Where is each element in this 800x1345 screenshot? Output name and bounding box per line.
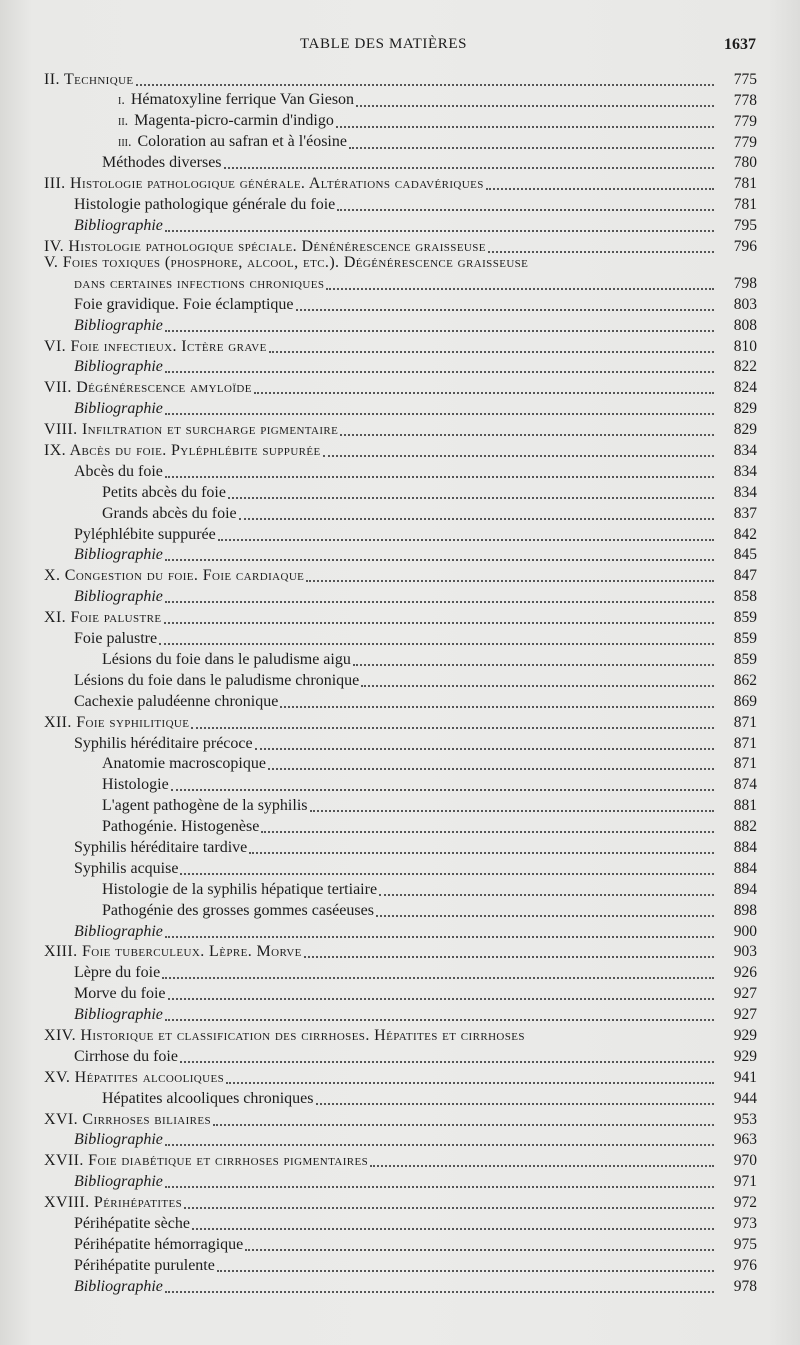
toc-entry bbox=[44, 1066, 757, 1087]
toc-entry-text: XVII. Foie diabétique et cirrhoses pigmentaires bbox=[44, 1152, 369, 1170]
toc-entry-page: 972 bbox=[733, 1194, 757, 1212]
toc-entry-title bbox=[44, 400, 163, 418]
toc-entry bbox=[44, 272, 757, 293]
toc-entry bbox=[44, 214, 757, 235]
toc-entry bbox=[44, 1129, 757, 1150]
toc-entry-text: IV. Histologie pathologique spéciale. Dénénérescence graisseuse bbox=[44, 238, 486, 256]
toc-entry bbox=[44, 1275, 757, 1296]
toc-entry-text: X. Congestion du foie. Foie cardiaque bbox=[44, 567, 305, 585]
toc-entry-page: 781 bbox=[733, 196, 757, 214]
toc-entry bbox=[44, 1045, 757, 1066]
toc-entry-title bbox=[44, 1173, 163, 1191]
toc-entry-title bbox=[44, 630, 157, 648]
toc-entry-text: II. Technique bbox=[44, 70, 134, 88]
dot-leader bbox=[165, 413, 714, 415]
dot-leader bbox=[280, 706, 714, 708]
dot-leader bbox=[353, 664, 714, 666]
toc-entry-title bbox=[44, 1111, 211, 1129]
toc-entry-title bbox=[44, 546, 163, 564]
toc-entry-title bbox=[44, 358, 163, 376]
dot-leader bbox=[165, 936, 714, 938]
toc-entry-title bbox=[44, 133, 347, 152]
toc-entry-text: XI. Foie palustre bbox=[44, 609, 162, 627]
toc-entry-text: XIV. Historique et classification des cirrhoses. Hépatites et cirrhoses bbox=[44, 1026, 525, 1044]
toc-entry-page: 822 bbox=[733, 358, 757, 376]
toc-entry-page: 779 bbox=[733, 112, 757, 130]
toc-entry-text: Lèpre du foie bbox=[74, 964, 161, 982]
toc-entry-text: Cirrhose du foie bbox=[74, 1047, 178, 1065]
dot-leader bbox=[164, 622, 714, 624]
toc-entry-text: XII. Foie syphilitique bbox=[44, 713, 190, 731]
toc-entry-title bbox=[44, 463, 163, 481]
dot-leader bbox=[165, 601, 714, 603]
toc-entry bbox=[44, 439, 757, 460]
running-title: TABLE DES MATIÈRES bbox=[300, 36, 468, 52]
toc-entry bbox=[44, 172, 757, 193]
toc-entry-text: Bibliographie bbox=[74, 922, 163, 940]
dot-leader bbox=[165, 476, 714, 478]
toc-entry-page: 859 bbox=[733, 650, 757, 668]
toc-entry-page: 780 bbox=[733, 154, 757, 172]
toc-entry bbox=[44, 1024, 757, 1045]
toc-entry bbox=[44, 753, 757, 774]
toc-entry-text: Bibliographie bbox=[74, 1277, 163, 1295]
toc-entry-title bbox=[44, 735, 253, 753]
toc-entry-title bbox=[44, 505, 237, 523]
toc-entry-title bbox=[44, 484, 226, 502]
toc-entry-page: 834 bbox=[733, 462, 757, 480]
toc-entry bbox=[44, 544, 757, 565]
dot-leader bbox=[165, 1144, 714, 1146]
toc-entry-page: 926 bbox=[733, 964, 757, 982]
dot-leader bbox=[171, 789, 714, 791]
toc-entry-title bbox=[44, 860, 178, 878]
dot-leader bbox=[349, 147, 714, 149]
toc-entry bbox=[44, 418, 757, 439]
toc-entry-title bbox=[44, 442, 321, 460]
toc-entry bbox=[44, 335, 757, 356]
toc-entry bbox=[44, 627, 757, 648]
table-of-contents bbox=[44, 68, 757, 1296]
toc-entry-page: 894 bbox=[733, 880, 757, 898]
toc-entry bbox=[44, 1212, 757, 1233]
dot-leader bbox=[218, 539, 714, 541]
toc-entry-text: Pyléphlébite suppurée bbox=[74, 525, 216, 543]
toc-entry-page: 778 bbox=[733, 91, 757, 109]
toc-entry-text: Histologie bbox=[102, 776, 169, 794]
toc-entry-title bbox=[44, 1006, 163, 1024]
toc-entry bbox=[44, 961, 757, 982]
dot-leader bbox=[180, 1061, 714, 1063]
toc-entry-title bbox=[44, 71, 134, 89]
dot-leader bbox=[255, 748, 714, 750]
toc-entry-page: 871 bbox=[733, 734, 757, 752]
toc-entry bbox=[44, 1233, 757, 1254]
dot-leader bbox=[336, 126, 714, 128]
toc-entry-text: VIII. Infiltration et surcharge pigmentaire bbox=[44, 421, 339, 439]
page-number: 1637 bbox=[724, 36, 756, 53]
toc-entry-text: Syphilis héréditaire tardive bbox=[74, 838, 248, 856]
toc-entry-page: 859 bbox=[733, 609, 757, 627]
dot-leader bbox=[261, 831, 714, 833]
toc-entry-title bbox=[44, 112, 334, 131]
toc-entry-title bbox=[44, 651, 351, 669]
toc-entry bbox=[44, 193, 757, 214]
toc-entry-page: 829 bbox=[733, 400, 757, 418]
dot-leader bbox=[326, 288, 714, 290]
toc-entry-text: Hématoxyline ferrique Van Gieson bbox=[130, 90, 355, 108]
toc-entry-title bbox=[44, 296, 294, 314]
toc-entry-title bbox=[44, 588, 163, 606]
dot-leader bbox=[249, 852, 714, 854]
toc-entry-text: VII. Dégénérescence amyloïde bbox=[44, 379, 252, 397]
toc-entry-title bbox=[44, 526, 216, 544]
toc-entry bbox=[44, 1191, 757, 1212]
dot-leader bbox=[180, 873, 714, 875]
toc-entry-text: Syphilis acquise bbox=[74, 859, 179, 877]
dot-leader bbox=[165, 330, 714, 332]
toc-entry bbox=[44, 89, 757, 110]
toc-entry-page: 976 bbox=[733, 1256, 757, 1274]
toc-entry-page: 900 bbox=[733, 922, 757, 940]
toc-entry-text: Histologie de la syphilis hépatique tertiaire bbox=[102, 880, 378, 898]
toc-entry-page: 881 bbox=[733, 797, 757, 815]
dot-leader bbox=[310, 810, 715, 812]
toc-entry-page: 781 bbox=[733, 175, 757, 193]
toc-entry-text: Bibliographie bbox=[74, 217, 163, 235]
dot-leader bbox=[245, 1249, 714, 1251]
toc-entry-text: Petits abcès du foie bbox=[102, 483, 226, 501]
toc-entry-title bbox=[44, 338, 267, 356]
toc-entry bbox=[44, 110, 757, 131]
toc-entry-text: Histologie pathologique générale du foie bbox=[74, 196, 336, 214]
toc-entry-text: Abcès du foie bbox=[74, 462, 163, 480]
toc-entry-page: 927 bbox=[733, 985, 757, 1003]
dot-leader bbox=[340, 434, 714, 436]
toc-entry-title bbox=[44, 1152, 368, 1170]
dot-leader bbox=[306, 580, 714, 582]
toc-entry-text: Coloration au safran et à l'éosine bbox=[137, 132, 347, 150]
toc-entry-page: 871 bbox=[733, 713, 757, 731]
toc-entry-title bbox=[44, 818, 259, 836]
dot-leader bbox=[168, 998, 714, 1000]
toc-entry-text: IX. Abcès du foie. Pyléphlébite suppurée bbox=[44, 442, 321, 460]
toc-entry bbox=[44, 1170, 757, 1191]
toc-entry bbox=[44, 460, 757, 481]
toc-entry bbox=[44, 502, 757, 523]
dot-leader bbox=[165, 1019, 714, 1021]
toc-entry-title bbox=[44, 755, 266, 773]
toc-entry-text: Pathogénie. Histogenèse bbox=[102, 818, 260, 836]
toc-entry-text: Magenta-picro-carmin d'indigo bbox=[134, 111, 334, 129]
toc-entry-title bbox=[44, 217, 163, 235]
toc-entry bbox=[44, 773, 757, 794]
toc-entry-text: XVIII. Périhépatites bbox=[44, 1194, 183, 1212]
dot-leader bbox=[184, 1207, 714, 1209]
toc-entry bbox=[44, 1087, 757, 1108]
toc-entry-text: XV. Hépatites alcooliques bbox=[44, 1068, 225, 1086]
toc-entry bbox=[44, 857, 757, 878]
dot-leader bbox=[323, 455, 714, 457]
dot-leader bbox=[486, 188, 714, 190]
toc-entry-title bbox=[44, 839, 247, 857]
toc-entry-page: 941 bbox=[733, 1068, 757, 1086]
toc-entry-page: 803 bbox=[733, 295, 757, 313]
dot-leader bbox=[213, 1124, 714, 1126]
toc-entry bbox=[44, 1254, 757, 1275]
toc-entry-text: Bibliographie bbox=[74, 546, 163, 564]
toc-entry-title bbox=[44, 943, 302, 961]
toc-entry bbox=[44, 920, 757, 941]
toc-entry-numeral: iii. bbox=[118, 134, 132, 150]
dot-leader bbox=[159, 643, 714, 645]
dot-leader bbox=[376, 915, 714, 917]
toc-entry-text: Pathogénie des grosses gommes caséeuses bbox=[102, 901, 374, 919]
dot-leader bbox=[165, 371, 714, 373]
toc-entry-numeral: i. bbox=[118, 92, 125, 108]
dot-leader bbox=[254, 392, 714, 394]
toc-entry-page: 845 bbox=[733, 546, 757, 564]
toc-entry bbox=[44, 235, 757, 256]
toc-entry-page: 944 bbox=[733, 1089, 757, 1107]
dot-leader bbox=[370, 1165, 714, 1167]
toc-entry-page: 973 bbox=[733, 1214, 757, 1232]
toc-entry bbox=[44, 481, 757, 502]
toc-entry-text: Périhépatite hémorragique bbox=[74, 1235, 244, 1253]
toc-entry-page: 795 bbox=[733, 217, 757, 235]
toc-entry-text: XVI. Cirrhoses biliaires bbox=[44, 1110, 212, 1128]
toc-entry bbox=[44, 131, 757, 152]
toc-entry bbox=[44, 356, 757, 377]
toc-entry-text: dans certaines infections chroniques bbox=[74, 274, 325, 292]
toc-entry-page: 874 bbox=[733, 776, 757, 794]
toc-entry-title bbox=[44, 1090, 314, 1108]
toc-entry-page: 810 bbox=[733, 337, 757, 355]
toc-entry-title bbox=[44, 154, 222, 172]
dot-leader bbox=[217, 1270, 714, 1272]
toc-entry-text: Bibliographie bbox=[74, 316, 163, 334]
dot-leader bbox=[356, 105, 714, 107]
toc-entry-page: 834 bbox=[733, 442, 757, 460]
toc-entry-text: Bibliographie bbox=[74, 1006, 163, 1024]
dot-leader bbox=[361, 685, 714, 687]
dot-leader bbox=[165, 230, 714, 232]
toc-entry-title bbox=[44, 1215, 190, 1233]
toc-entry-title bbox=[44, 902, 374, 920]
toc-entry bbox=[44, 690, 757, 711]
dot-leader bbox=[165, 559, 714, 561]
toc-entry-title bbox=[44, 923, 163, 941]
toc-entry-title bbox=[44, 609, 162, 627]
toc-entry-page: 869 bbox=[733, 692, 757, 710]
dot-leader bbox=[304, 956, 714, 958]
toc-entry-text: Grands abcès du foie bbox=[102, 504, 237, 522]
toc-entry-title bbox=[44, 1236, 243, 1254]
toc-entry-numeral: ii. bbox=[118, 113, 129, 129]
toc-entry-title bbox=[44, 797, 308, 815]
dot-leader bbox=[192, 1228, 714, 1230]
toc-entry-text: Syphilis héréditaire précoce bbox=[74, 734, 253, 752]
dot-leader bbox=[269, 351, 714, 353]
toc-entry bbox=[44, 523, 757, 544]
dot-leader bbox=[337, 209, 714, 211]
toc-entry-page: 884 bbox=[733, 838, 757, 856]
toc-entry-title bbox=[44, 881, 377, 899]
toc-entry bbox=[44, 585, 757, 606]
toc-entry bbox=[44, 794, 757, 815]
toc-entry-page: 929 bbox=[733, 1047, 757, 1065]
toc-entry-page: 929 bbox=[733, 1026, 757, 1044]
toc-entry-page: 824 bbox=[733, 379, 757, 397]
toc-entry bbox=[44, 669, 757, 690]
toc-entry bbox=[44, 397, 757, 418]
toc-entry-page: 829 bbox=[733, 421, 757, 439]
dot-leader bbox=[224, 167, 714, 169]
toc-entry-page: 898 bbox=[733, 901, 757, 919]
toc-entry-title bbox=[44, 421, 338, 439]
toc-entry bbox=[44, 256, 757, 272]
toc-entry bbox=[44, 1149, 757, 1170]
toc-entry-title bbox=[44, 1278, 163, 1296]
toc-entry-text: Méthodes diverses bbox=[102, 154, 222, 172]
toc-entry-title bbox=[44, 776, 169, 794]
toc-entry-page: 847 bbox=[733, 567, 757, 585]
toc-entry bbox=[44, 732, 757, 753]
dot-leader bbox=[488, 251, 714, 253]
toc-entry-text: V. Foies toxiques (phosphore, alcool, etc.). Dégénérescence graisseuse bbox=[44, 254, 529, 272]
toc-entry bbox=[44, 293, 757, 314]
toc-entry-page: 882 bbox=[733, 818, 757, 836]
dot-leader bbox=[136, 84, 714, 86]
toc-entry-page: 837 bbox=[733, 504, 757, 522]
dot-leader bbox=[296, 309, 715, 311]
toc-entry-title bbox=[44, 714, 189, 732]
toc-entry-text: Hépatites alcooliques chroniques bbox=[102, 1089, 314, 1107]
toc-entry-title bbox=[44, 1027, 525, 1045]
toc-entry-page: 975 bbox=[733, 1235, 757, 1253]
toc-entry-text: Lésions du foie dans le paludisme aigu bbox=[102, 650, 351, 668]
toc-entry-page: 858 bbox=[733, 588, 757, 606]
toc-entry-title bbox=[44, 196, 335, 214]
toc-entry-page: 796 bbox=[733, 238, 757, 256]
toc-entry bbox=[44, 899, 757, 920]
toc-entry bbox=[44, 376, 757, 397]
toc-entry-text: Foie gravidique. Foie éclamptique bbox=[74, 295, 294, 313]
toc-entry-text: Cachexie paludéenne chronique bbox=[74, 692, 279, 710]
running-header bbox=[0, 36, 800, 58]
dot-leader bbox=[162, 977, 714, 979]
toc-entry-page: 970 bbox=[733, 1152, 757, 1170]
toc-entry-page: 834 bbox=[733, 483, 757, 501]
toc-entry bbox=[44, 68, 757, 89]
toc-entry-text: Périhépatite sèche bbox=[74, 1214, 190, 1232]
toc-entry bbox=[44, 941, 757, 962]
toc-entry bbox=[44, 1003, 757, 1024]
toc-entry bbox=[44, 648, 757, 669]
toc-entry bbox=[44, 606, 757, 627]
toc-entry-text: Foie palustre bbox=[74, 630, 158, 648]
toc-entry-title bbox=[44, 567, 304, 585]
toc-entry-text: XIII. Foie tuberculeux. Lèpre. Morve bbox=[44, 943, 302, 961]
toc-entry bbox=[44, 878, 757, 899]
toc-entry-page: 884 bbox=[733, 859, 757, 877]
toc-entry bbox=[44, 711, 757, 732]
toc-entry-title bbox=[44, 175, 484, 193]
toc-entry-text: Bibliographie bbox=[74, 400, 163, 418]
toc-entry-page: 963 bbox=[733, 1131, 757, 1149]
dot-leader bbox=[165, 1291, 714, 1293]
toc-entry bbox=[44, 836, 757, 857]
toc-entry-text: VI. Foie infectieux. Ictère grave bbox=[44, 337, 267, 355]
toc-entry-text: Bibliographie bbox=[74, 588, 163, 606]
dot-leader bbox=[268, 768, 714, 770]
toc-entry-text: Anatomie macroscopique bbox=[102, 755, 266, 773]
toc-entry-text: Bibliographie bbox=[74, 1173, 163, 1191]
toc-entry-page: 808 bbox=[733, 316, 757, 334]
toc-entry-text: Bibliographie bbox=[74, 1131, 163, 1149]
dot-leader bbox=[239, 518, 714, 520]
toc-entry-text: Morve du foie bbox=[74, 985, 166, 1003]
toc-entry-page: 842 bbox=[733, 525, 757, 543]
toc-entry-text: Bibliographie bbox=[74, 358, 163, 376]
toc-entry-title bbox=[44, 1194, 182, 1212]
toc-entry-page: 971 bbox=[733, 1173, 757, 1191]
toc-entry-text: Lésions du foie dans le paludisme chronique bbox=[74, 671, 360, 689]
toc-entry-title bbox=[44, 91, 354, 110]
dot-leader bbox=[316, 1103, 715, 1105]
toc-entry-title bbox=[44, 317, 163, 335]
toc-entry-title bbox=[44, 275, 324, 293]
toc-entry-page: 953 bbox=[733, 1110, 757, 1128]
toc-entry-page: 859 bbox=[733, 630, 757, 648]
toc-entry-title bbox=[44, 254, 528, 272]
toc-entry-page: 871 bbox=[733, 755, 757, 773]
toc-entry-page: 927 bbox=[733, 1006, 757, 1024]
toc-entry-title bbox=[44, 964, 160, 982]
toc-entry-title bbox=[44, 985, 166, 1003]
dot-leader bbox=[165, 1186, 714, 1188]
toc-entry bbox=[44, 1108, 757, 1129]
toc-entry-title bbox=[44, 1131, 163, 1149]
toc-entry-page: 862 bbox=[733, 671, 757, 689]
toc-entry-title bbox=[44, 1069, 224, 1087]
toc-entry-text: III. Histologie pathologique générale. Altérations cadavériques bbox=[44, 175, 484, 193]
toc-entry-title bbox=[44, 672, 359, 690]
toc-entry bbox=[44, 152, 757, 173]
toc-entry-page: 903 bbox=[733, 943, 757, 961]
toc-entry-title bbox=[44, 1257, 215, 1275]
dot-leader bbox=[228, 497, 714, 499]
toc-entry bbox=[44, 815, 757, 836]
toc-entry-page: 779 bbox=[733, 133, 757, 151]
toc-entry bbox=[44, 982, 757, 1003]
dot-leader bbox=[379, 894, 714, 896]
toc-entry-text: Périhépatite purulente bbox=[74, 1256, 215, 1274]
dot-leader bbox=[226, 1082, 714, 1084]
toc-entry-page: 775 bbox=[733, 70, 757, 88]
toc-entry-title bbox=[44, 693, 278, 711]
toc-entry bbox=[44, 314, 757, 335]
dot-leader bbox=[191, 727, 714, 729]
toc-entry-title bbox=[44, 1048, 178, 1066]
toc-entry-text: L'agent pathogène de la syphilis bbox=[102, 797, 308, 815]
toc-entry-page: 798 bbox=[733, 274, 757, 292]
toc-entry-page: 978 bbox=[733, 1277, 757, 1295]
toc-entry-title bbox=[44, 379, 252, 397]
toc-entry bbox=[44, 564, 757, 585]
